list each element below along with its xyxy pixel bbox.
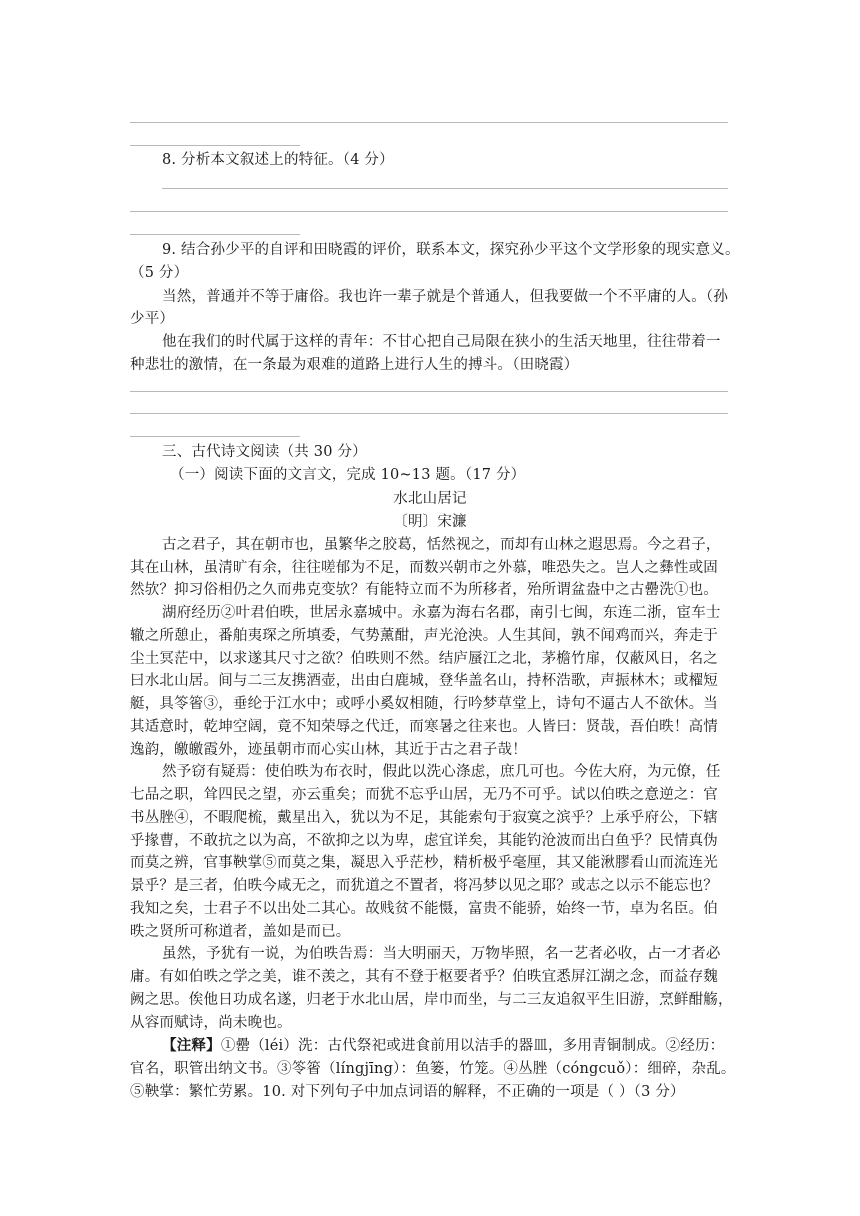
essay-p2-line: 辙之所憩止，番舶夷琛之所填委，气势薰酣，声光沧泱。人生其间，孰不闻鸡而兴，奔走于	[130, 628, 718, 644]
essay-p2-line: 尘土冥茫中，以求遂其尺寸之欲？伯昳则不然。结庐蜃江之北，茅檐竹扉，仅蔽风日，名之	[130, 651, 718, 667]
notes-line2: 官名，职管出纳文书。③笭箵（língjīng）：鱼篓，竹笼。④丛脞（cóngcuǒ）：细碎，杂乱。	[130, 1061, 736, 1077]
essay-p1-line: 古之君子，其在朝市也，虽繁华之胶葛，恬然视之，而却有山林之遐思焉。今之君子，	[162, 537, 721, 553]
answer-line-end	[130, 436, 300, 437]
essay-p1-line: 其在山林，虽清旷有余，往往嗟郁为不足，而数兴朝市之外慕，唯恐失之。岂人之彝性或固	[130, 560, 718, 576]
essay-p3-line: 书丛脞④，不暇爬梳，戴星出入，犹以为不足，其能索句于寂寞之滨乎？上承乎府公，下辖	[130, 810, 718, 826]
answer-line-end	[130, 145, 300, 146]
essay-p2-line: 湖府经历②叶君伯昳，世居永嘉城中。永嘉为海右名郡，南引七闽，东连二浙，宦车士	[162, 605, 721, 621]
essay-p2-line: 曰水北山居。间与二三友携酒壶，出由白鹿城，登华盖名山，持杯浩歌，声振林木；或櫂短	[130, 673, 718, 689]
essay-p3-line: 我知之矣，士君子不以出处二其心。故贱贫不能慑，富贵不能骄，始终一节，卓为名臣。伯	[130, 901, 718, 917]
essay-p2-line: 艇，具笭箵③，垂纶于江水中；或呼小奚奴相随，行吟梦草堂上，诗句不逼古人不欲休。当	[130, 696, 718, 712]
section-subheading: （一）阅读下面的文言文，完成 10~13 题。（17 分）	[170, 467, 526, 483]
answer-line-end	[130, 234, 300, 235]
answer-line	[162, 188, 728, 189]
notes-line1	[162, 1036, 730, 1056]
notes-line3: ⑤鞅掌：繁忙劳累。10. 对下列句子中加点词语的解释，不正确的一项是（ ）（3 分）	[130, 1084, 685, 1100]
quote-tian-line1: 他在我们的时代属于这样的青年：不甘心把自己局限在狭小的生活天地里，往往带着一	[162, 334, 721, 350]
answer-line	[130, 122, 728, 123]
essay-p4-line: 从容而赋诗，尚未晚也。	[130, 1015, 292, 1031]
essay-title: 水北山居记	[393, 491, 467, 507]
essay-p3-line: 昳之贤所可称道者，盖如是而已。	[130, 924, 351, 940]
essay-p3-line: 景乎？是三者，伯昳今咸无之，而犹道之不置者，将冯梦以见之耶？或志之以示不能忘也？	[130, 878, 718, 894]
essay-p3-line: 七品之职，耸四民之望，亦云重矣；而犹不忘乎山居，无乃不可乎。试以伯昳之意逆之：官	[130, 787, 718, 803]
essay-author: 〔明〕宋濂	[393, 514, 467, 530]
essay-p3-line: 乎掾曹，不敢抗之以为高，不欲抑之以为卑，虑宜详矣，其能钓沧波而出白鱼乎？民情真伪	[130, 833, 718, 849]
quote-tian-line2: 种悲壮的激情，在一条最为艰难的道路上进行人生的搏斗。（田晓霞）	[130, 357, 579, 373]
section-heading: 三、古代诗文阅读（共 30 分）	[162, 444, 367, 460]
quote-sun-line1: 当然，普通并不等于庸俗。我也许一辈子就是个普通人，但我要做一个不平庸的人。（孙	[162, 289, 729, 305]
answer-line	[130, 413, 728, 414]
quote-sun-line2: 少平）	[130, 311, 175, 327]
question-9-line2: （5 分）	[130, 265, 189, 281]
essay-p3-line: 而莫之辨，官事鞅掌⑤而莫之集，凝思入乎茫杪，精析极乎毫厘，其又能湫膠看山而流连光	[130, 855, 718, 871]
notes-line1-text: ①罍（léi）洗：古代祭祀或进食前用以洁手的器皿，多用青铜制成。②经历：	[220, 1038, 725, 1054]
answer-line	[130, 211, 728, 212]
question-9-line1: 9. 结合孙少平的自评和田晓霞的评价，联系本文，探究孙少平这个文学形象的现实意义。	[162, 242, 740, 258]
essay-p2-line: 其适意时，乾坤空阔，竟不知荣辱之代迁，而寒暑之往来也。人皆曰：贤哉，吾伯昳！高情	[130, 719, 718, 735]
question-8: 8. 分析本文叙述上的特征。（4 分）	[162, 152, 394, 168]
essay-p1-line: 然欤？抑习俗相仍之久而弗克变欤？有能特立而不为所移者，殆所谓盆盎中之古罍洗①也。	[130, 582, 718, 598]
essay-p4-line: 阙之思。俟他日功成名遂，归老于水北山居，岸巾而坐，与二三友追叙平生旧游，烹鲜酣觞，	[130, 992, 733, 1008]
essay-p4-line: 虽然，予犹有一说，为伯昳告焉：当大明丽天，万物毕照，名一艺者必收，占一才者必	[162, 946, 721, 962]
essay-p3-line: 然予窃有疑焉：使伯昳为布衣时，假此以洗心涤虑，庶几可也。今佐大府，为元僚，任	[162, 764, 721, 780]
essay-p2-line: 逸韵，皦皦霞外，迹虽朝市而心实山林，其近于古之君子哉！	[130, 742, 527, 758]
essay-p4-line: 庸。有如伯昳之学之美，谁不羡之，其有不登于枢要者乎？伯昳宜悉屏江湖之念，而益存魏	[130, 969, 718, 985]
answer-line	[130, 391, 728, 392]
notes-label: 【注释】	[162, 1037, 221, 1054]
